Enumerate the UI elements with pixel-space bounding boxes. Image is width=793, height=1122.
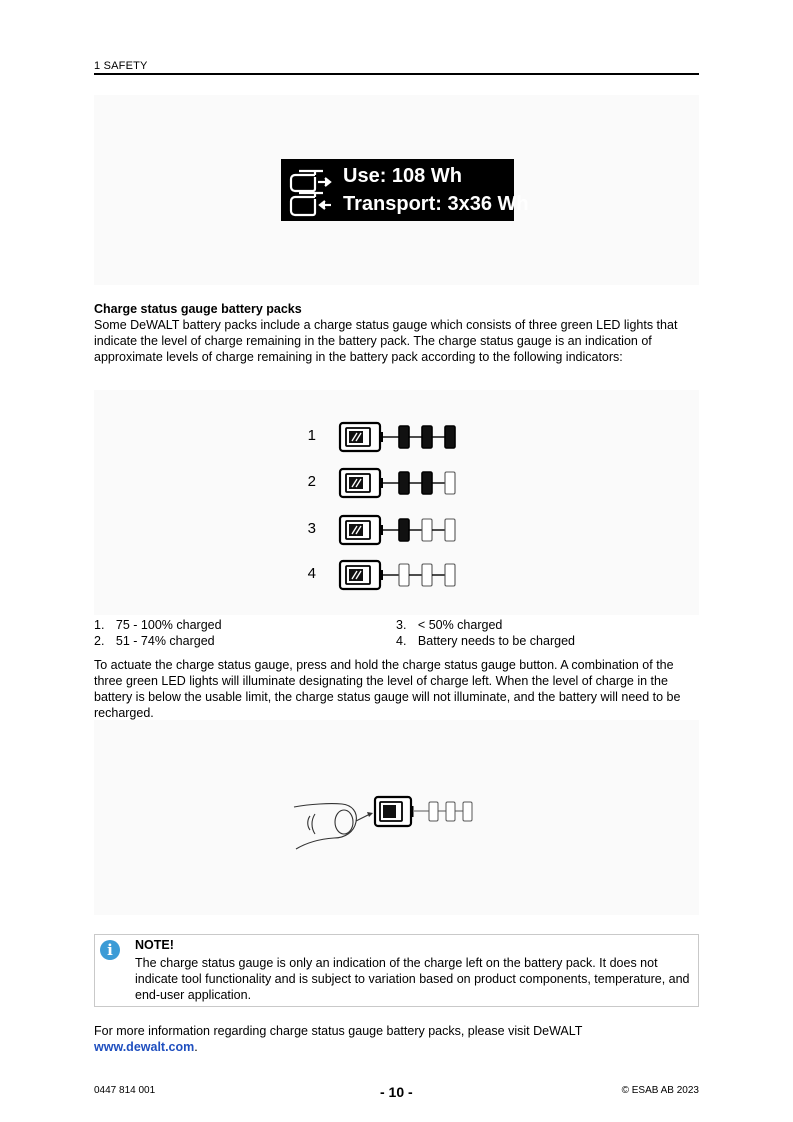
gauge-indicator-row: [338, 513, 468, 547]
gauge-indicator-row: [338, 466, 468, 500]
legend-item-1: [94, 617, 222, 633]
gauge-led-on: [422, 426, 432, 448]
gauge-led-group: [414, 802, 472, 821]
gauge-row-number: 1: [307, 427, 316, 444]
gauge-led-on: [399, 472, 409, 494]
battery-icon: [375, 797, 414, 826]
gauge-indicator-row: [338, 420, 468, 454]
gauge-led-on: [445, 426, 455, 448]
use-wh-text: Use: 108 Wh: [343, 165, 462, 187]
gauge-led-off: [445, 472, 455, 494]
gauge-led-off: [445, 519, 455, 541]
legend-item-3: [396, 617, 502, 633]
gauge-led-off: [429, 802, 438, 821]
finger-press-illustration: [290, 790, 490, 855]
gauge-indicator-row: [338, 558, 468, 592]
legend-item-4: [396, 633, 575, 649]
legend-number: 4.: [396, 634, 407, 648]
section-header: 1 SAFETY: [94, 60, 148, 72]
copyright: © ESAB AB 2023: [621, 1085, 699, 1096]
section-title: Charge status gauge battery packs: [94, 302, 302, 316]
wh-rating-label: [281, 159, 529, 221]
gauge-led-off: [463, 802, 472, 821]
legend-text: 51 - 74% charged: [115, 634, 215, 648]
gauge-led-off: [445, 564, 455, 586]
gauge-row-number: 2: [307, 473, 316, 490]
gauge-led-on: [399, 519, 409, 541]
gauge-row-number: 4: [307, 565, 316, 582]
gauge-led-off: [422, 564, 432, 586]
battery-transport-icon: [285, 189, 341, 219]
page-number: - 10 -: [380, 1084, 413, 1100]
transport-wh-text: Transport: 3x36 Wh: [343, 193, 529, 215]
doc-number: 0447 814 001: [94, 1085, 156, 1096]
intro-paragraph: Some DeWALT battery packs include a charge status gauge which consists of three green LED lights that indicate the level of charge remaining in the battery pack. The charge status gauge is an indication of approximate levels of charge remaining in the battery pack according to the following indicators:: [94, 318, 678, 364]
actuate-paragraph: To actuate the charge status gauge, press and hold the charge status gauge button. A combination of the three green LED lights will illuminate designating the level of charge left. When the level of charge in the battery is below the usable limit, the charge status gauge will not illuminate, and the battery will need to be recharged.: [94, 658, 681, 720]
legend-item-2: [94, 633, 215, 649]
info-icon: i: [100, 940, 120, 960]
gauge-led-off: [446, 802, 455, 821]
header-rule: [94, 73, 699, 75]
gauge-led-off: [399, 564, 409, 586]
note-text: The charge status gauge is only an indication of the charge left on the battery pack. It does not indicate tool functionality and is subject to variation based on product components, temperature, and end-user application.: [135, 956, 690, 1002]
gauge-led-on: [399, 426, 409, 448]
legend-number: 1.: [94, 618, 105, 632]
legend-text: 75 - 100% charged: [115, 618, 222, 632]
gauge-led-on: [422, 472, 432, 494]
legend-text: Battery needs to be charged: [417, 634, 575, 648]
link-suffix: .: [194, 1040, 198, 1054]
legend-number: 2.: [94, 634, 105, 648]
more-info: [94, 1023, 699, 1055]
more-info-text: For more information regarding charge status gauge battery packs, please visit DeWALT: [94, 1024, 583, 1038]
legend-number: 3.: [396, 618, 407, 632]
note-title: NOTE!: [135, 938, 174, 952]
gauge-led-off: [422, 519, 432, 541]
legend-text: < 50% charged: [417, 618, 503, 632]
dewalt-link[interactable]: www.dewalt.com: [94, 1040, 195, 1054]
gauge-row-number: 3: [307, 520, 316, 537]
